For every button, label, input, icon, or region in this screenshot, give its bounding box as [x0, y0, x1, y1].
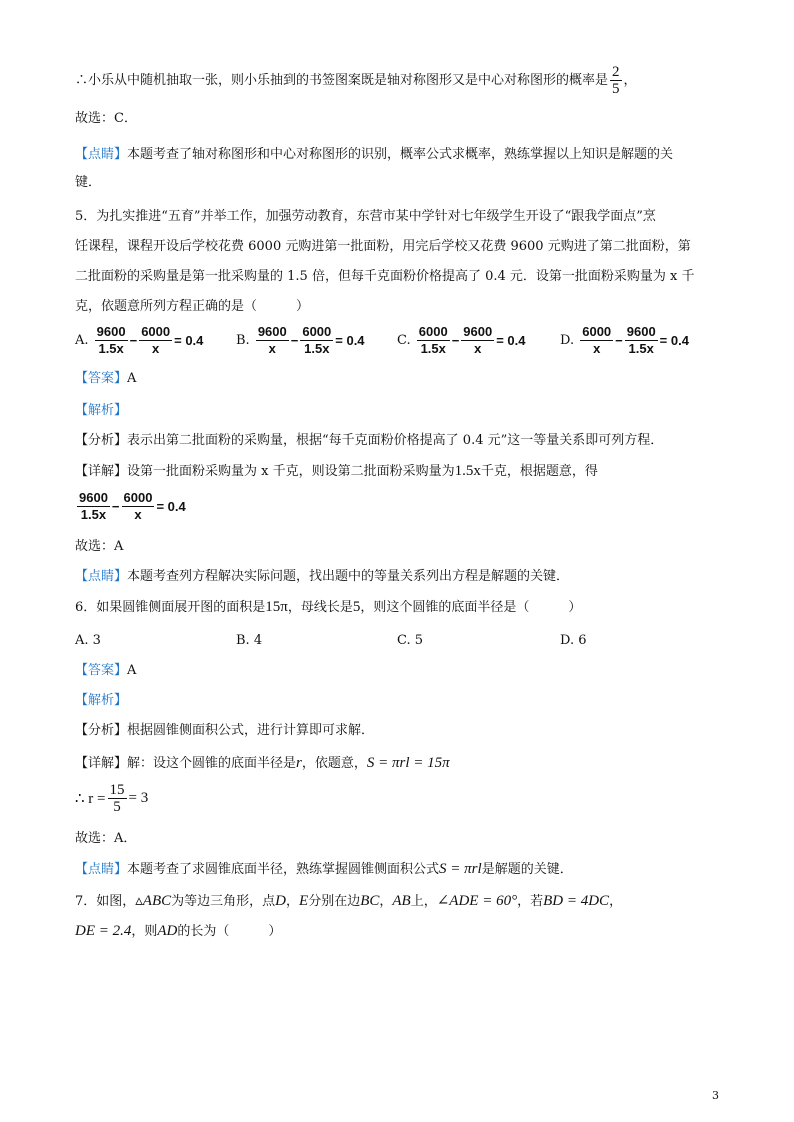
q7-stem-line1 [75, 892, 622, 911]
q7-de-length: DE = 2.4 [75, 923, 132, 939]
option-fraction-2 [300, 324, 333, 357]
option-rhs: = 0.4 [496, 333, 526, 348]
frac-den: x [268, 341, 276, 356]
q6-option-b: B. 4 [236, 633, 263, 648]
option-fraction-1 [580, 324, 613, 357]
detail-math: 1.5x [454, 463, 481, 479]
option-label: B. [236, 333, 250, 348]
dianjing-tag: 【点睛】 [75, 147, 128, 162]
q5-choose: 故选：A [75, 539, 124, 554]
q7-side-ab: AB [392, 893, 411, 909]
q6-fenxi [75, 722, 374, 740]
minus-sign: − [451, 333, 460, 348]
analysis-tag: 【解析】 [75, 403, 128, 418]
q6-stem [75, 598, 581, 617]
q7-text: ， [609, 894, 623, 909]
q5-option-c [397, 324, 525, 357]
option-label: A. [75, 333, 89, 348]
q4-dianjing-cont: 键． [75, 175, 102, 190]
frac-num: 6000 [141, 324, 171, 339]
dianjing-text: 本题考查列方程解决实际问题，找出题中的等量关系列出方程是解题的关键． [127, 569, 570, 584]
q7-text: 的长为（ ） [177, 924, 282, 939]
q5-analysis-tag [75, 402, 127, 420]
q5-equation [75, 490, 186, 523]
q5-answer [75, 370, 136, 388]
q7-text: 分别在边 [308, 894, 361, 909]
dianjing-tag: 【点睛】 [75, 569, 128, 584]
minus-sign: − [111, 499, 120, 514]
q5-stem-line1: 5．为扎实推进“五育”并举工作，加强劳动教育，东营市某中学针对七年级学生开设了“跟我学面点”烹 [75, 209, 656, 224]
detail-text: 设第一批面粉采购量为 x 千克，则设第二批面粉采购量为 [127, 464, 455, 479]
option-fraction-2 [625, 324, 658, 357]
q7-stem-line2 [75, 922, 281, 941]
q7-text: ，则 [131, 924, 158, 939]
fenxi-tag: 【分析】 [75, 433, 128, 448]
q6-result [75, 782, 148, 815]
frac-num: 9600 [257, 324, 287, 339]
q7-ad: AD [157, 923, 178, 939]
dianjing-math: S = πrl [439, 861, 482, 877]
frac-den: 1.5x [628, 341, 654, 356]
answer-tag: 【答案】 [75, 371, 128, 386]
detail-var-r: r [296, 755, 302, 771]
prob-conclusion-line [75, 64, 637, 97]
option-fraction-1 [417, 324, 450, 357]
detail-text-2: ，依题意， [301, 756, 367, 771]
option-fraction-1 [95, 324, 128, 357]
detail-text-2: 千克，根据题意，得 [480, 464, 598, 479]
frac-num: 15 [109, 782, 125, 798]
frac-num: 6000 [582, 324, 612, 339]
q7-text: ，若 [517, 894, 544, 909]
frac-num: 6000 [123, 490, 153, 505]
prob-fraction-den: 5 [612, 81, 620, 97]
q6-dianjing [75, 860, 573, 879]
frac-den: 1.5x [98, 341, 124, 356]
prob-fraction-num: 2 [612, 64, 620, 80]
q6-math-area: 15π [265, 599, 288, 615]
q6-answer [75, 662, 136, 680]
fenxi-text: 根据圆锥侧面积公式，进行计算即可求解． [127, 723, 375, 738]
frac-den: 5 [113, 799, 121, 815]
dianjing-text-2: 是解题的关键． [481, 862, 573, 877]
answer-value: A [127, 663, 137, 678]
option-label: D. [560, 333, 575, 348]
q7-ratio: BD = 4DC [543, 893, 610, 909]
q7-point-e: E [299, 893, 309, 909]
q5-dianjing [75, 568, 569, 586]
q5-option-b [236, 324, 365, 357]
q7-text: 为等边三角形，点 [171, 894, 276, 909]
eq-fraction-2 [122, 490, 155, 523]
analysis-tag: 【解析】 [75, 693, 128, 708]
frac-den: x [152, 341, 160, 356]
q6-stem-c: ，则这个圆锥的底面半径是（ ） [360, 600, 582, 615]
prob-conclusion-tail: ， [623, 73, 637, 88]
dianjing-tag: 【点睛】 [75, 862, 128, 877]
q7-text: ， [286, 894, 300, 909]
eq-rhs: = 0.4 [156, 499, 186, 514]
fenxi-text: 表示出第二批面粉的采购量，根据“每千克面粉价格提高了 0.4 元”这一等量关系即可列方程． [127, 433, 664, 448]
frac-den: x [593, 341, 601, 356]
result-rhs: = 3 [128, 790, 149, 806]
frac-den: 1.5x [304, 341, 330, 356]
q4-dianjing [75, 146, 673, 164]
frac-den: x [134, 507, 142, 522]
page-number: 3 [712, 1089, 719, 1102]
q4-choose: 故选：C． [75, 111, 137, 126]
minus-sign: − [129, 333, 138, 348]
detail-text: 解：设这个圆锥的底面半径是 [127, 756, 297, 771]
answer-value: A [127, 371, 137, 386]
q7-angle: ∠ADE = 60° [436, 893, 518, 909]
q7-point-d: D [275, 893, 286, 909]
frac-num: 6000 [302, 324, 332, 339]
q6-choose: 故选：A． [75, 831, 137, 846]
result-lhs: ∴ r = [75, 791, 106, 807]
prob-fraction [610, 64, 622, 97]
option-rhs: = 0.4 [659, 333, 689, 348]
q5-stem-line4: 克，依题意所列方程正确的是（ ） [75, 299, 310, 314]
q5-stem-line2: 饪课程，课程开设后学校花费 6000 元购进第一批面粉，用完后学校又花费 9600 元购进了第二批面粉，第 [75, 239, 691, 254]
dianjing-text: 本题考查了求圆锥底面半径，熟练掌握圆锥侧面积公式 [127, 862, 440, 877]
option-fraction-1 [256, 324, 289, 357]
prob-conclusion-text: ∴小乐从中随机抽取一张，则小乐抽到的书签图案既是轴对称图形又是中心对称图形的概率是 [75, 73, 609, 88]
dianjing-text: 本题考查了轴对称图形和中心对称图形的识别，概率公式求概率，熟练掌握以上知识是解题的关 [127, 147, 674, 162]
eq-fraction-1 [77, 490, 110, 523]
detail-equation: S = πrl = 15π [366, 755, 450, 771]
q5-detail [75, 462, 598, 481]
option-rhs: = 0.4 [335, 333, 365, 348]
option-label: C. [397, 333, 411, 348]
option-fraction-2 [139, 324, 172, 357]
minus-sign: − [615, 333, 623, 348]
frac-num: 6000 [418, 324, 448, 339]
q7-text: 上， [410, 894, 437, 909]
detail-tag: 【详解】 [75, 464, 128, 479]
frac-den: 1.5x [420, 341, 446, 356]
frac-num: 9600 [463, 324, 493, 339]
answer-tag: 【答案】 [75, 663, 128, 678]
q6-math-length: 5 [352, 599, 361, 615]
q6-analysis-tag [75, 692, 127, 710]
result-fraction [108, 782, 127, 815]
minus-sign: − [290, 333, 299, 348]
option-fraction-2 [461, 324, 494, 357]
q5-option-d [560, 324, 689, 357]
frac-num: 9600 [79, 490, 108, 505]
q6-option-a: A. 3 [75, 633, 101, 648]
frac-num: 9600 [96, 324, 126, 339]
q7-text: ， [379, 894, 393, 909]
fenxi-tag: 【分析】 [75, 723, 128, 738]
q6-detail [75, 754, 450, 773]
q5-fenxi [75, 432, 663, 450]
frac-den: 1.5x [80, 507, 107, 522]
frac-num: 9600 [626, 324, 656, 339]
q5-option-a [75, 324, 203, 357]
q6-option-d: D. 6 [560, 633, 587, 648]
q7-text: 7．如图， [75, 894, 136, 909]
q6-option-c: C. 5 [397, 633, 424, 648]
q5-stem-line3: 二批面粉的采购量是第一批采购量的 1.5 倍，但每千克面粉价格提高了 0.4 元．设第一批面粉采购量为 x 千 [75, 269, 695, 284]
q7-side-bc: BC [360, 893, 380, 909]
q6-stem-a: 6．如果圆锥侧面展开图的面积是 [75, 600, 266, 615]
detail-tag: 【详解】 [75, 756, 128, 771]
q6-stem-b: ，母线长是 [287, 600, 353, 615]
option-rhs: = 0.4 [174, 333, 204, 348]
frac-den: x [474, 341, 482, 356]
q7-triangle: ▵ABC [135, 893, 172, 909]
